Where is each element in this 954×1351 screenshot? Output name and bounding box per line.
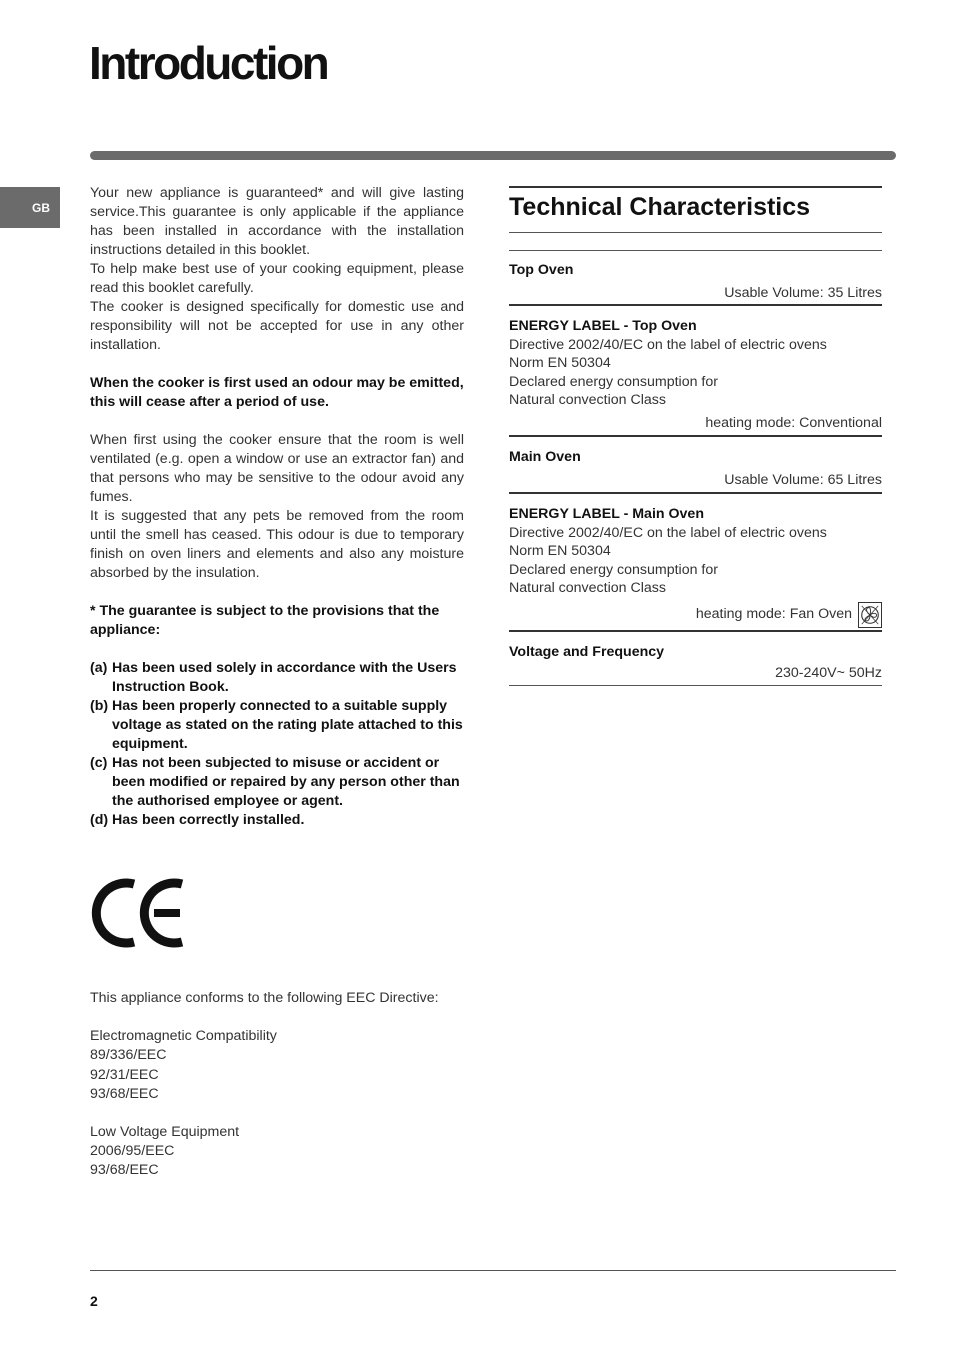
energy-line: Natural convection Class [509,392,666,408]
directive-code: 92/31/EEC [90,1066,159,1083]
footer-rule [90,1270,896,1271]
emc-title: Electromagnetic Compatibility [90,1028,277,1045]
condition-text: Has not been subjected to misuse or accident or been modified or repaired by any person other than the authorised employee or agent. [112,755,460,809]
voltage-title: Voltage and Frequency [509,643,665,660]
intro-paragraph: When first using the cooker ensure that the room is well ventilated (e.g. open a window or use an extractor fan) and that persons who may be sensitive to the odour avoid any fumes. [90,432,464,505]
main-oven-title: Main Oven [509,449,581,465]
page-number: 2 [90,1293,98,1309]
voltage-value: 230-240V~ 50Hz [775,665,882,681]
energy-line: Directive 2002/40/EC on the label of electric ovens [509,524,827,541]
energy-line: Norm EN 50304 [509,543,611,559]
condition-marker: (c) [90,755,108,771]
heating-mode: heating mode: Fan Oven [695,606,852,623]
directive-code: 2006/95/EEC [90,1143,175,1160]
condition-item [90,811,464,830]
page-title: Introduction [89,37,328,89]
condition-item [90,697,464,754]
condition-item [90,659,464,697]
condition-item [90,754,464,811]
eec-intro: This appliance conforms to the following EEC Directive: [90,990,439,1006]
tech-characteristics [509,186,882,686]
intro-paragraph: It is suggested that any pets be removed from the room until the smell has ceased. This odour is due to temporary finish on oven liners and elements and also any moisture absorbed by the insulation. [90,508,464,581]
fan-oven-icon [858,602,882,628]
main-oven-volume: Usable Volume: 65 Litres [724,471,882,488]
energy-label-main-title: ENERGY LABEL - Main Oven [509,506,704,522]
directive-code: 93/68/EEC [90,1085,159,1102]
condition-text: Has been used solely in accordance with the Users Instruction Book. [112,660,457,695]
heating-mode: heating mode: Conventional [705,414,882,431]
energy-label-top-title: ENERGY LABEL - Top Oven [509,318,697,334]
language-tab: GB [0,187,60,228]
tech-heading-block [509,186,882,233]
odour-note: When the cooker is first used an odour may be emitted, this will cease after a period of use. [90,375,464,410]
energy-line: Natural convection Class [509,580,666,596]
intro-paragraph: Your new appliance is guaranteed* and will give lasting service.This guarantee is only applicable if the appliance has been installed in accordance with the installation instructions detailed in this booklet. [90,185,464,258]
eec-directives [90,989,464,1181]
condition-text: Has been properly connected to a suitable supply voltage as stated on the rating plate attached to this equipment. [112,698,463,752]
header-rule [90,151,896,160]
energy-line: Directive 2002/40/EC on the label of electric ovens [509,336,827,353]
condition-marker: (b) [90,698,109,714]
guarantee-heading: * The guarantee is subject to the provisions that the appliance: [90,603,440,638]
top-oven-volume: Usable Volume: 35 Litres [724,284,882,301]
tech-heading: Technical Characteristics [509,193,811,221]
condition-marker: (a) [90,660,108,676]
condition-marker: (d) [90,812,109,828]
lv-title: Low Voltage Equipment [90,1124,240,1141]
directive-code: 89/336/EEC [90,1047,167,1064]
intro-paragraph: The cooker is designed specifically for domestic use and responsibility will not be accepted for use in any other installation. [90,299,464,353]
section-divider [509,685,882,686]
energy-line: Declared energy consumption for [509,561,718,578]
intro-column [90,184,464,830]
directive-code: 93/68/EEC [90,1162,159,1179]
top-oven-title: Top Oven [509,262,574,278]
intro-paragraph: To help make best use of your cooking equipment, please read this booklet carefully. [90,261,464,296]
energy-line: Norm EN 50304 [509,355,611,371]
heating-mode-row [509,602,882,628]
ce-mark-icon [90,878,186,948]
condition-text: Has been correctly installed. [112,812,305,828]
energy-line: Declared energy consumption for [509,373,718,390]
